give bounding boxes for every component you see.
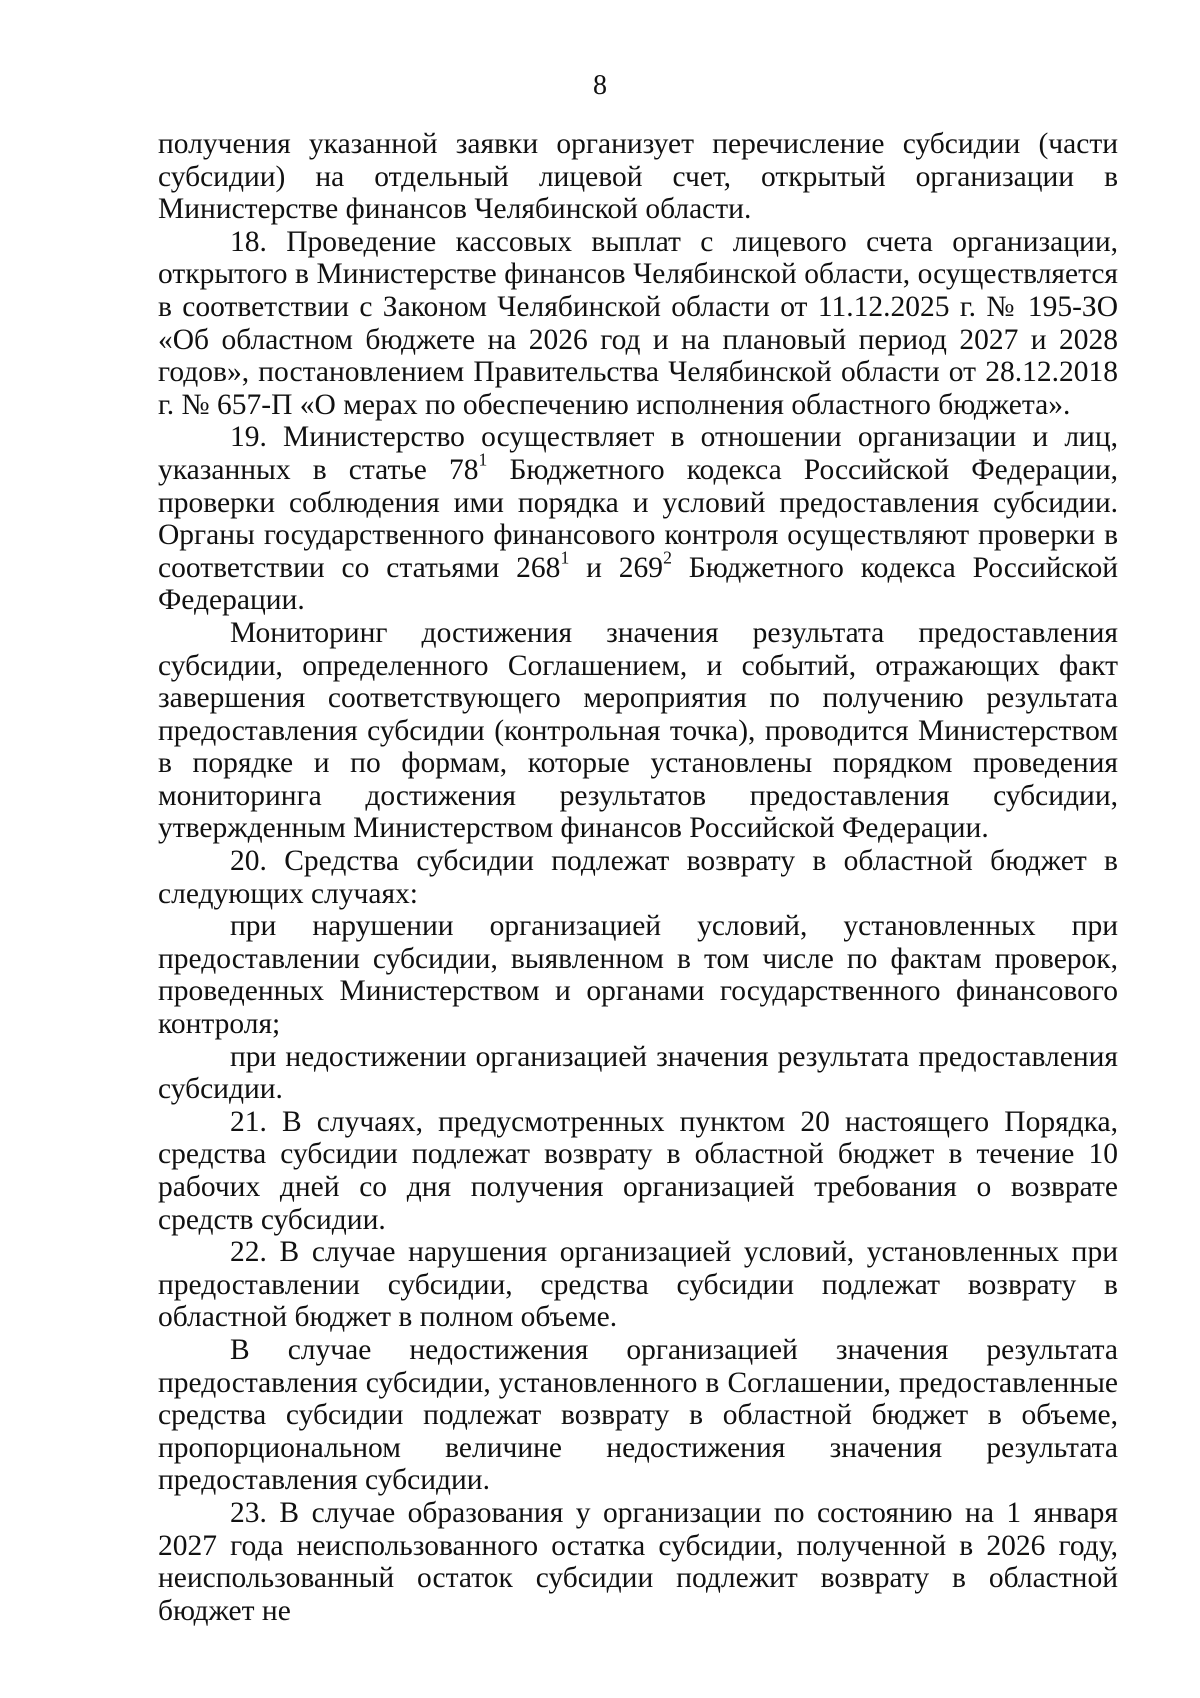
paragraph-18: 18. Проведение кассовых выплат с лицевого счета организации, открытого в Министерстве финансов Челябинской области, осуществляется в соответствии с Законом Челябинской области от 11.12.2025 г. № 195-ЗО «Об областном бюджете на 2026 год и на плановый период 2027 и 2028 годов», постановлением Правительства Челябинской области от 28.12.2018 г. № 657-П «О мерах по обеспечению исполнения областного бюджета». <box>158 225 1118 421</box>
paragraph-continuation: получения указанной заявки организует перечисление субсидии (части субсидии) на отдельный лицевой счет, открытый организации в Министерстве финансов Челябинской области. <box>158 128 1118 226</box>
paragraph-19-text-3: и 269 <box>569 551 664 584</box>
page-number: 8 <box>593 70 607 101</box>
paragraph-19-text-1: 19. Министерство осуществляет в отношении организации и лиц, указанных в статье 78 <box>158 421 1118 486</box>
paragraph-20-case-2: при недостижении организацией значения результата предоставления субсидии. <box>158 1040 1118 1106</box>
paragraph-19-text-2: Бюджетного кодекса Российской Федерации, проверки соблюдения ими порядка и условий предоставления субсидии. Органы государственного финансового контроля осуществляют проверки в соответствии со статьями 268 <box>158 453 1118 584</box>
paragraph-19 <box>158 421 1118 617</box>
superscript-3: 2 <box>663 547 672 568</box>
document-body <box>158 128 1118 1627</box>
paragraph-19-text-4: Бюджетного кодекса Российской Федерации. <box>158 551 1118 617</box>
paragraph-20-case-1: при нарушении организацией условий, установленных при предоставлении субсидии, выявленном в том числе по фактам проверок, проведенных Министерством и органами государственного финансового контроля; <box>158 910 1118 1041</box>
paragraph-23: 23. В случае образования у организации по состоянию на 1 января 2027 года неиспользованного остатка субсидии, полученной в 2026 году, неиспользованный остаток субсидии подлежит возврату в областной бюджет не <box>158 1496 1118 1627</box>
superscript-2: 1 <box>560 547 570 568</box>
paragraph-20: 20. Средства субсидии подлежат возврату в областной бюджет в следующих случаях: <box>158 845 1118 910</box>
paragraph-monitoring: Мониторинг достижения значения результата предоставления субсидии, определенного Соглашением, и событий, отражающих факт завершения соответствующего мероприятия по получению результата предоставления субсидии (контрольная точка), проводится Министерством в порядке и по формам, которые установлены порядком проведения мониторинга достижения результатов предоставления субсидии, утвержденным Министерством финансов Российской Федерации. <box>158 616 1118 845</box>
superscript-1: 1 <box>478 449 488 470</box>
paragraph-22-second: В случае недостижения организацией значения результата предоставления субсидии, установленного в Соглашении, предоставленные средства субсидии подлежат возврату в областной бюджет в объеме, пропорциональном величине недостижения значения результата предоставления субсидии. <box>158 1333 1118 1497</box>
paragraph-21: 21. В случаях, предусмотренных пунктом 20 настоящего Порядка, средства субсидии подлежат возврату в областной бюджет в течение 10 рабочих дней со дня получения организацией требования о возврате средств субсидии. <box>158 1105 1118 1236</box>
paragraph-22: 22. В случае нарушения организацией условий, установленных при предоставлении субсидии, средства субсидии подлежат возврату в областной бюджет в полном объеме. <box>158 1236 1118 1334</box>
